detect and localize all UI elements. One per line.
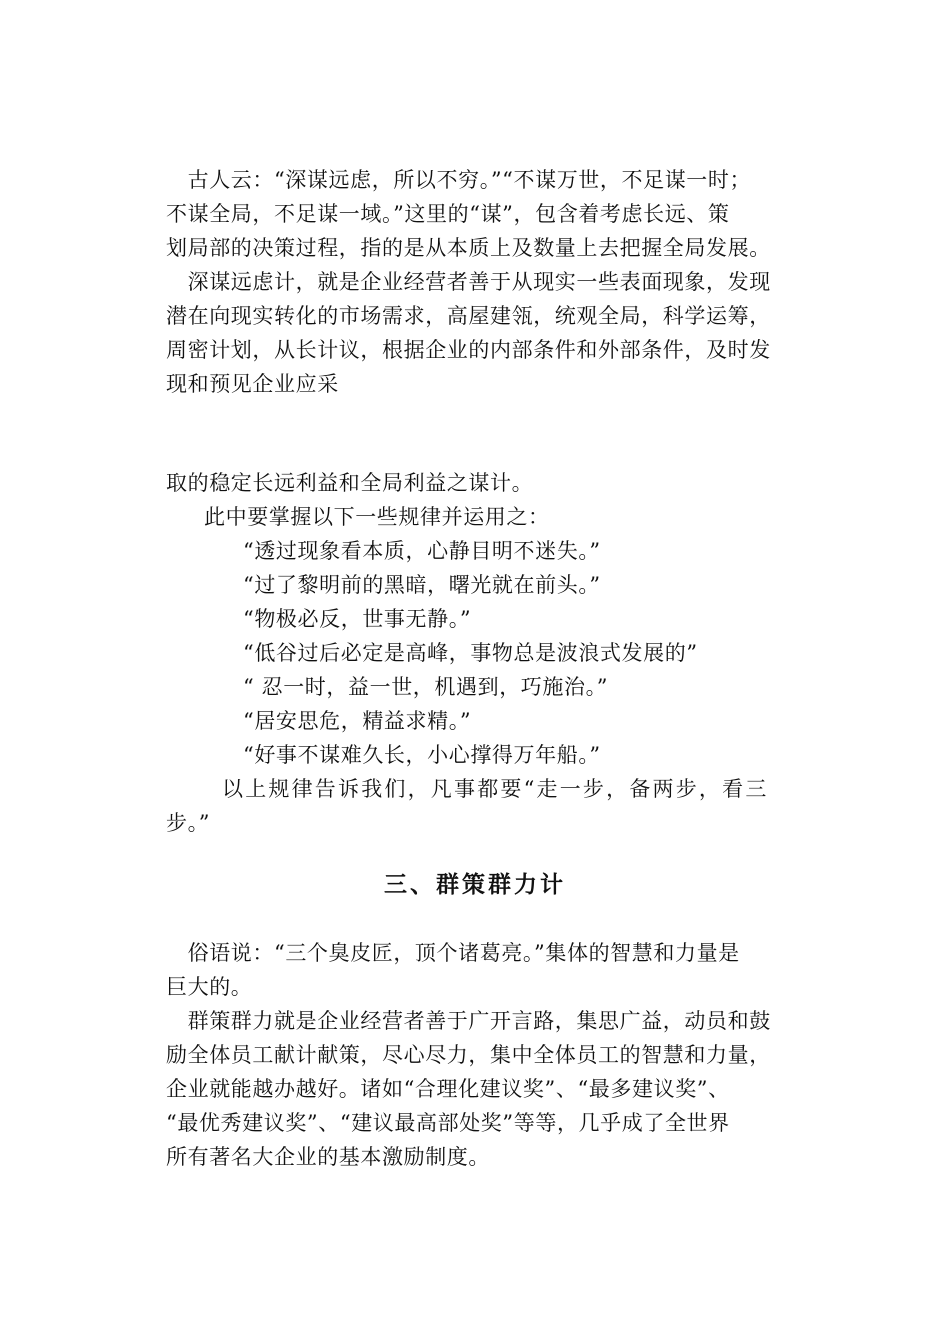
paragraph-line: “最优秀建议奖”、“建议最高部处奖”等等，几乎成了全世界 — [166, 1111, 730, 1135]
paragraph-line: 古人云：“深谋远虑，所以不穷。”“不谋万世，不足谋一时； — [166, 168, 752, 192]
paragraph-line: 周密计划，从长计议，根据企业的内部条件和外部条件，及时发 — [166, 338, 771, 362]
rules-intro: 此中要掌握以下一些规律并运用之： — [204, 505, 550, 529]
paragraph-line: 群策群力就是企业经营者善于广开言路，集思广益，动员和鼓 — [166, 1009, 771, 1033]
rule-item: “好事不谋难久长，小心撑得万年船。” — [243, 743, 601, 767]
rule-item: “物极必反，世事无静。” — [243, 607, 472, 631]
rule-item: “ 忍一时，益一世，机遇到，巧施治。” — [243, 675, 609, 699]
paragraph-line: 所有著名大企业的基本激励制度。 — [166, 1145, 490, 1169]
paragraph-line: 以上规律告诉我们，凡事都要“走一步，备两步，看三 — [222, 777, 769, 801]
section-heading: 三、群策群力计 — [384, 871, 566, 898]
paragraph-line: 巨大的。 — [166, 975, 253, 999]
paragraph-line: 深谋远虑计，就是企业经营者善于从现实一些表面现象，发现 — [166, 270, 771, 294]
paragraph-line: 取的稳定长远利益和全局利益之谋计。 — [166, 471, 534, 495]
paragraph-line: 划局部的决策过程，指的是从本质上及数量上去把握全局发展。 — [166, 236, 771, 260]
paragraph-line: 俗语说：“三个臭皮匠，顶个诸葛亮。”集体的智慧和力量是 — [166, 941, 740, 965]
rule-item: “过了黎明前的黑暗，曙光就在前头。” — [243, 573, 601, 597]
rule-item: “居安思危，精益求精。” — [243, 709, 472, 733]
paragraph-line: 企业就能越办越好。诸如“合理化建议奖”、“最多建议奖”、 — [166, 1077, 730, 1101]
paragraph-line: 潜在向现实转化的市场需求，高屋建瓴，统观全局，科学运筹， — [166, 304, 771, 328]
paragraph-line: 励全体员工献计献策，尽心尽力，集中全体员工的智慧和力量， — [166, 1043, 771, 1067]
paragraph-line: 不谋全局，不足谋一域。”这里的“谋”，包含着考虑长远、策 — [166, 202, 730, 226]
rule-item: “低谷过后必定是高峰，事物总是波浪式发展的” — [243, 641, 698, 665]
paragraph-line: 步。” — [166, 811, 211, 835]
rule-item: “透过现象看本质，心静目明不迷失。” — [243, 539, 601, 563]
paragraph-line: 现和预见企业应采 — [166, 372, 339, 396]
